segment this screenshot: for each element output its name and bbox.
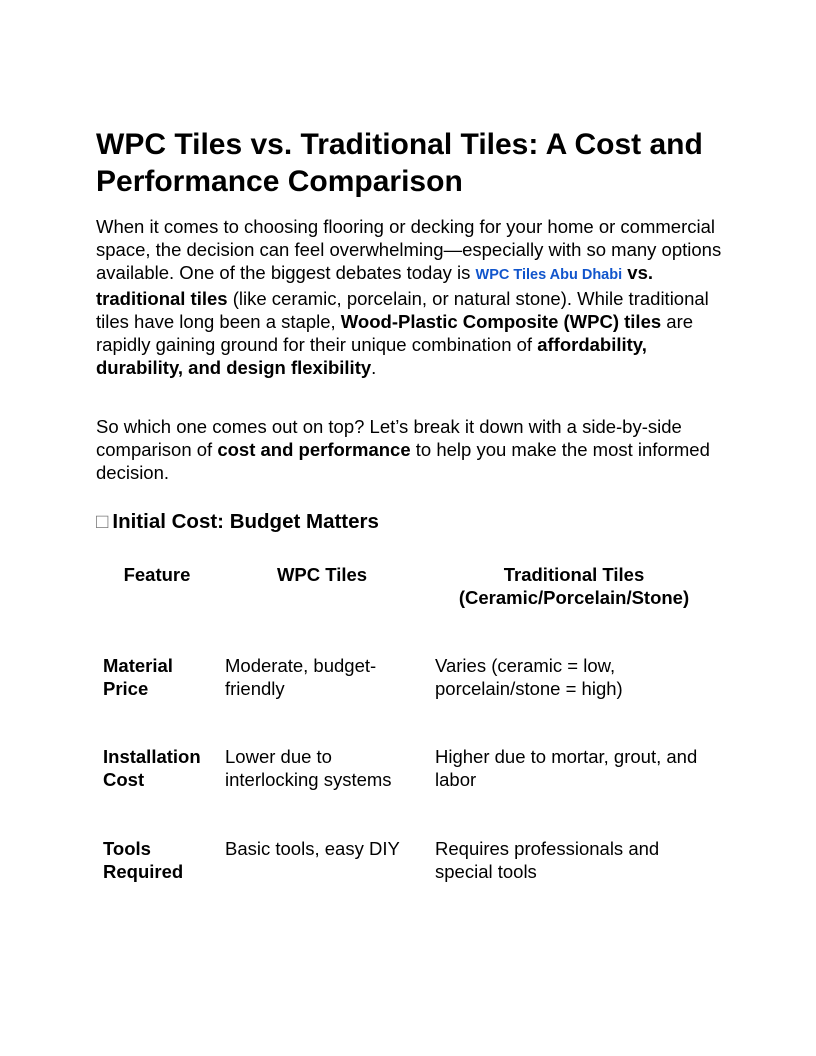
intro-text-3: (like ceramic, porcelain, or natural stone). While traditional tiles have long been a staple, xyxy=(96,288,709,332)
table-cell-traditional: Requires professionals and special tools xyxy=(435,838,660,882)
table-header-wpc: WPC Tiles xyxy=(276,564,368,585)
section-heading-text: Initial Cost: Budget Matters xyxy=(112,510,379,533)
intro-text-7: . xyxy=(371,357,377,378)
table-cell-traditional: Higher due to mortar, grout, and labor xyxy=(435,746,698,790)
page-title: WPC Tiles vs. Traditional Tiles: A Cost and Performance Comparison xyxy=(96,128,703,198)
table-cell-wpc: Basic tools, easy DIY xyxy=(225,838,400,859)
second-text-1: So which one comes out on top? Let’s break it down with a side-by-side comparison of xyxy=(96,416,682,460)
wpc-tiles-abu-dhabi-link[interactable]: WPC Tiles Abu Dhabi xyxy=(475,267,623,283)
intro-bold-wpc: Wood-Plastic Composite (WPC) tiles xyxy=(340,311,662,332)
second-paragraph xyxy=(96,415,728,484)
table-header-traditional: Traditional Tiles (Ceramic/Porcelain/Stone) xyxy=(458,564,690,608)
table-cell-traditional: Varies (ceramic = low, porcelain/stone = high) xyxy=(435,655,623,699)
intro-bold-qualities: affordability, durability, and design flexibility xyxy=(96,334,647,378)
section-heading xyxy=(96,509,379,535)
table-header-feature: Feature xyxy=(123,564,191,585)
table-cell-wpc: Moderate, budget-friendly xyxy=(225,655,377,699)
intro-bold-vs-traditional: vs. traditional tiles xyxy=(96,262,653,309)
placeholder-box-icon: □ xyxy=(96,510,109,533)
second-text-3: to help you make the most informed decision. xyxy=(96,439,710,483)
table-row-label: Installation Cost xyxy=(103,746,201,790)
table-cell-wpc: Lower due to interlocking systems xyxy=(225,746,392,790)
intro-paragraph xyxy=(96,215,728,379)
table-row-label: Material Price xyxy=(103,655,173,699)
second-bold: cost and performance xyxy=(217,439,411,460)
intro-text-5: are rapidly gaining ground for their unique combination of xyxy=(96,311,694,355)
intro-text-1: When it comes to choosing flooring or decking for your home or commercial space, the decision can feel overwhelming—especially with so many options available. One of the biggest debates today is xyxy=(96,216,722,283)
table-row-label: Tools Required xyxy=(103,838,184,882)
